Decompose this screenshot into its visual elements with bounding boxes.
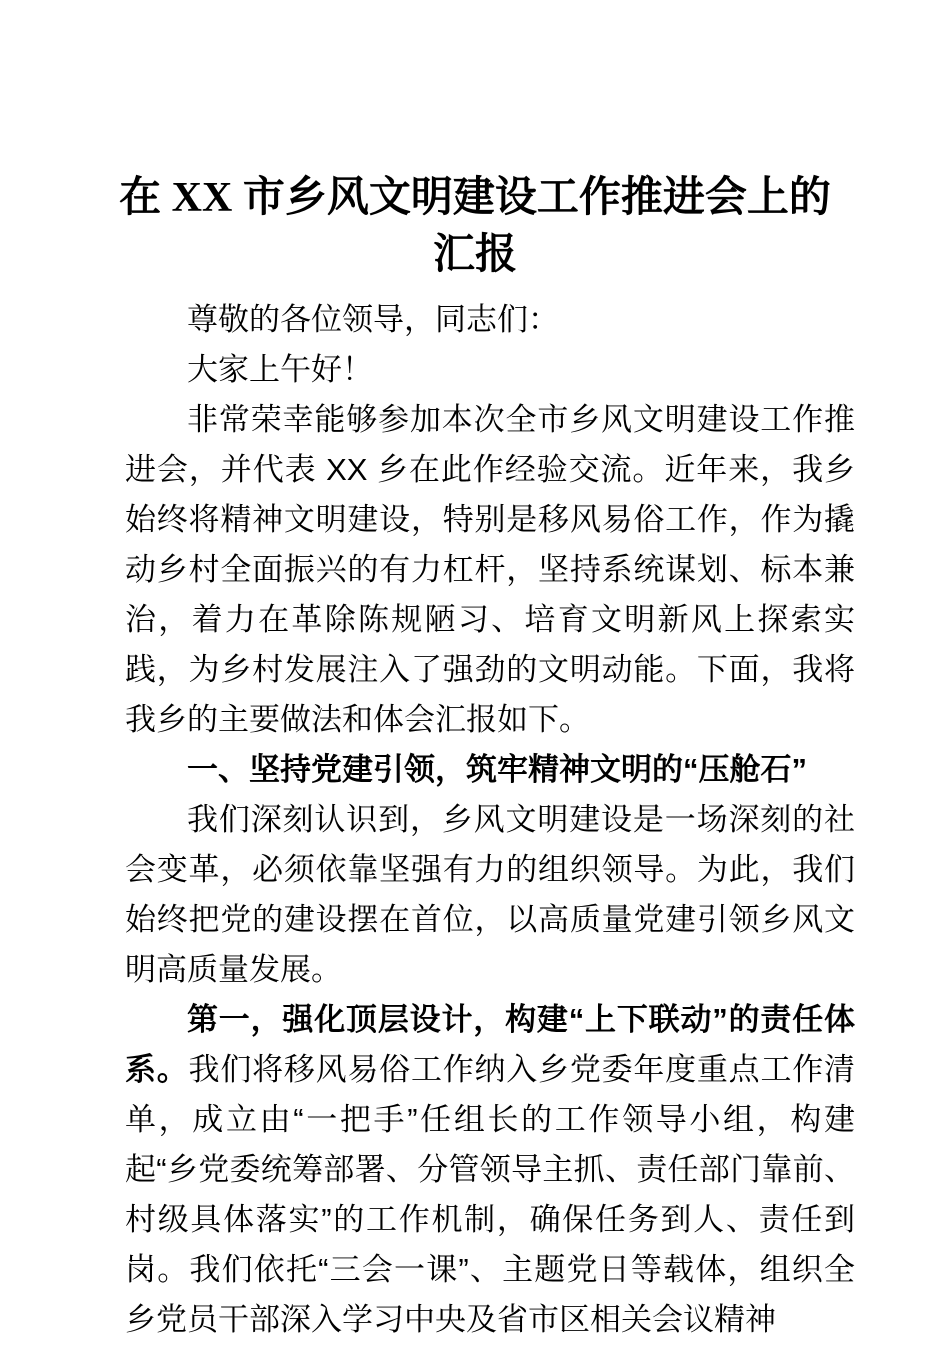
paragraph: [125, 995, 855, 1345]
section-heading: [125, 745, 855, 795]
paragraph: [125, 395, 855, 745]
text-run: 一、坚持党建引领，筑牢精神文明的“压舱石”: [187, 752, 807, 787]
text-run: 大家上午好！: [187, 352, 373, 387]
document-title: [0, 0, 950, 284]
text-run: 非常荣幸能够参加本次全市乡风文明建设工作推进会，并代表 XX 乡在此作经验交流。近年来，我乡始终将精神文明建设，特别是移风易俗工作，作为撬动乡村全面振兴的有力杠杆，坚持系统谋划、标本兼治，着力在革除陈规陋习、培育文明新风上探索实践，为乡村发展注入了强劲的文明动能。下面，我将我乡的主要做法和体会汇报如下。: [125, 402, 855, 737]
text-run: 尊敬的各位领导，同志们：: [187, 302, 559, 337]
paragraph: [125, 795, 855, 995]
paragraph: [125, 345, 855, 395]
text-run: 第一，强化顶层设计，构建“上下联动”的责任体系。: [125, 1002, 855, 1087]
text-run: 我们深刻认识到，乡风文明建设是一场深刻的社会变革，必须依靠坚强有力的组织领导。为此，我们始终把党的建设摆在首位，以高质量党建引领乡风文明高质量发展。: [125, 802, 855, 987]
paragraph: [125, 295, 855, 345]
title-line-1: 在 XX 市乡风文明建设工作推进会上的: [119, 175, 831, 221]
text-run: 我们将移风易俗工作纳入乡党委年度重点工作清单，成立由“一把手”任组长的工作领导小组，构建起“乡党委统筹部署、分管领导主抓、责任部门靠前、村级具体落实”的工作机制，确保任务到人、责任到岗。我们依托“三会一课”、主题党日等载体，组织全乡党员干部深入学习中央及省市区相关会议精神: [125, 1052, 855, 1337]
title-line-2: 汇报: [432, 232, 517, 278]
document-body: [125, 295, 855, 1345]
